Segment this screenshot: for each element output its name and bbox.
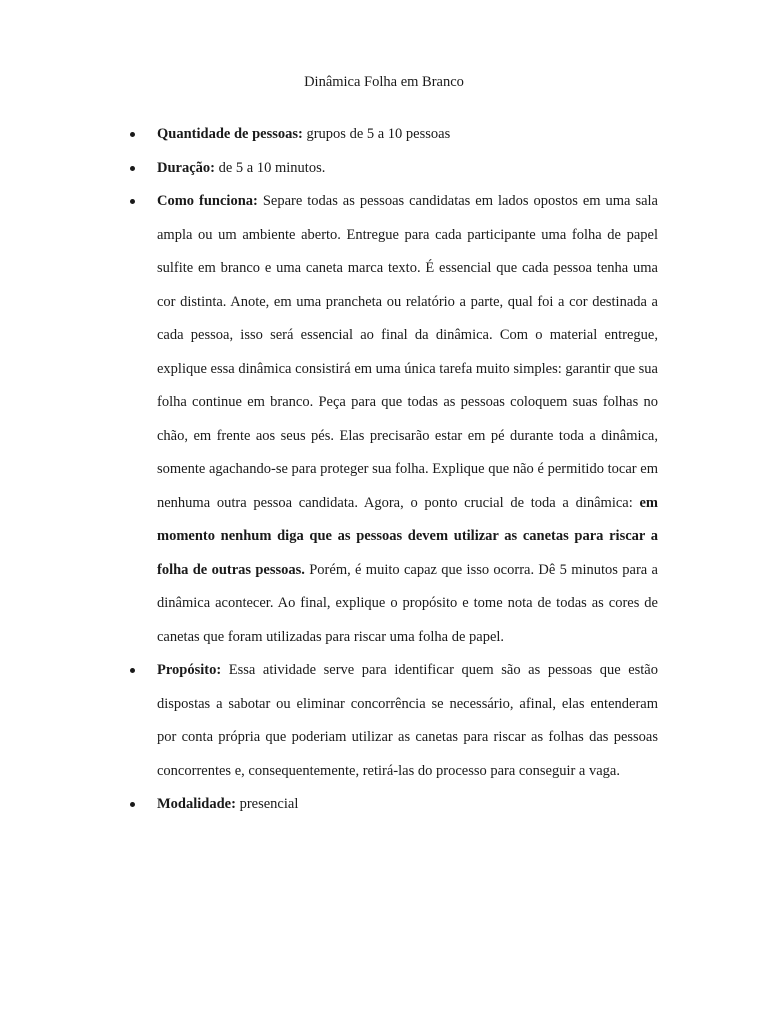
document-title: Dinâmica Folha em Branco [304,74,464,90]
item-text-after: Porém, é muito capaz que isso ocorra. Dê 5 minutos para a dinâmica acontecer. Ao final, explique o propósito e tome nota de todas as cores de canetas que foram utilizadas para riscar uma folha de papel. [157,561,658,645]
bullet-icon [130,166,135,171]
bullet-icon [130,199,135,204]
item-label: Como funciona: [157,193,258,209]
item-emphasis: em momento nenhum diga que as pessoas devem utilizar as canetas para riscar a folha de outras pessoas. [157,494,658,578]
bullet-icon [130,668,135,673]
bullet-list [0,118,768,822]
item-label: Quantidade de pessoas: [157,126,303,142]
list-item-quantidade [0,118,768,152]
item-label: Modalidade: [157,796,236,812]
item-text: grupos de 5 a 10 pessoas [302,126,451,142]
item-label: Duração: [157,159,215,176]
list-item-duracao [0,152,768,186]
list-item-modalidade [0,788,768,822]
item-text: Essa atividade serve para identificar quem são as pessoas que estão dispostas a sabotar ou eliminar concorrência se necessário, afinal, elas entenderam por conta própria que poderiam utilizar as canetas para riscar as folhas das pessoas concorrentes e, consequentemente, retirá-las do processo para conseguir a vaga. [157,662,658,779]
list-item-proposito [0,654,768,788]
bullet-icon [130,802,135,807]
item-text: de 5 a 10 minutos. [215,159,326,176]
item-text: presencial [235,796,299,812]
bullet-icon [130,132,135,137]
item-text: Separe todas as pessoas candidatas em lados opostos em uma sala ampla ou um ambiente aberto. Entregue para cada participante uma folha de papel sulfite em branco e uma caneta marca texto. É essencial que cada pessoa tenha uma cor distinta. Anote, em uma prancheta ou relatório a parte, qual foi a cor destinada a cada pessoa, isso será essencial ao final da dinâmica. Com o material entregue, explique essa dinâmica consistirá em uma única tarefa muito simples: garantir que sua folha continue em branco. Peça para que todas as pessoas coloquem suas folhas no chão, em frente aos seus pés. Elas precisarão estar em pé durante toda a dinâmica, somente agachando-se para proteger sua folha. Explique que não é permitido tocar em nenhuma outra pessoa candidata. Agora, o ponto crucial de toda a dinâmica: [157,193,658,511]
list-item-como-funciona [0,185,768,654]
item-label: Propósito: [157,662,222,678]
